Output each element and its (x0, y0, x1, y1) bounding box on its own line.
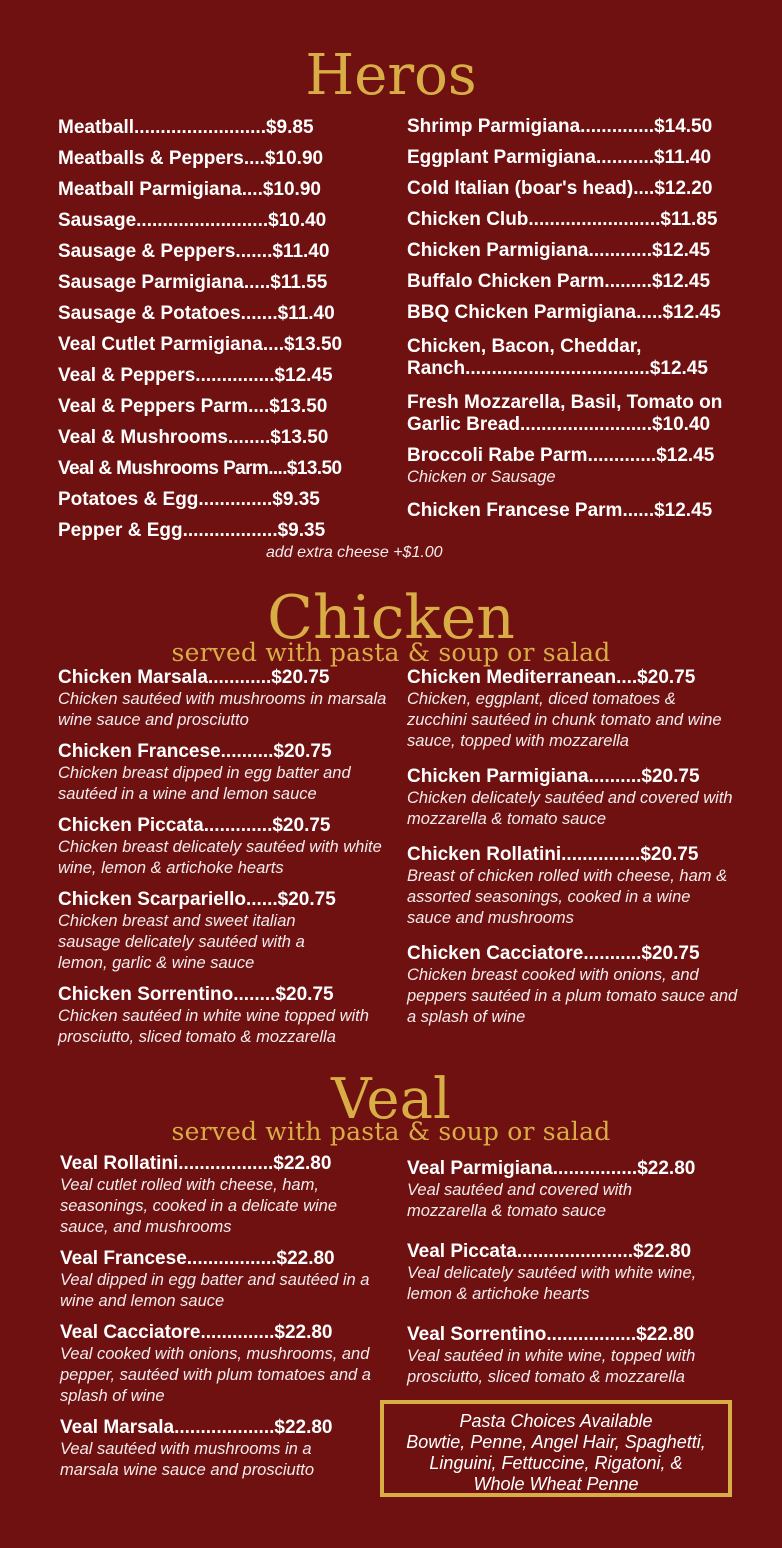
menu-item (407, 1158, 742, 1222)
heros-title: Heros (305, 43, 477, 108)
menu-item-description: Chicken sautéed with mushrooms in marsala wine sauce and prosciutto (58, 690, 387, 729)
menu-item-name: Veal Cacciatore..............$22.80 (60, 1322, 333, 1343)
menu-item: Chicken Francese Parm......$12.45 (407, 500, 713, 521)
menu-item-description: Chicken, eggplant, diced tomatoes & zucchini sautéed in chunk tomato and wine sauce, topped with mozzarella (407, 690, 722, 750)
menu-item-name-cont: Ranch...................................$12.45 (407, 358, 708, 379)
menu-item-description: Chicken sautéed in white wine topped with prosciutto, sliced tomato & mozzarella (58, 1007, 369, 1046)
menu-item: BBQ Chicken Parmigiana.....$12.45 (407, 302, 721, 323)
menu-item (58, 741, 393, 805)
menu-item-description: Chicken breast dipped in egg batter and sautéed in a wine and lemon sauce (58, 764, 351, 803)
veal-title: Veal (331, 1067, 451, 1132)
menu-item-description: Veal sautéed and covered with mozzarella & tomato sauce (407, 1181, 633, 1220)
menu-item-name-cont: Garlic Bread.........................$10.40 (407, 414, 711, 435)
menu-item (407, 943, 742, 1028)
menu-item-name: Chicken, Bacon, Cheddar, (407, 336, 642, 357)
menu-item-description: Veal delicately sautéed with white wine, lemon & artichoke hearts (407, 1264, 697, 1303)
veal-right-column (407, 1158, 742, 1398)
pasta-box-line: Whole Wheat Penne (473, 1474, 639, 1494)
menu-item (58, 815, 393, 879)
menu-item: Sausage & Potatoes.......$11.40 (58, 303, 335, 324)
menu-item (407, 766, 742, 830)
menu-item-description: Veal sautéed in white wine, topped with prosciutto, sliced tomato & mozzarella (407, 1347, 696, 1386)
menu-item: Shrimp Parmigiana..............$14.50 (407, 116, 713, 137)
chicken-right-column (407, 667, 742, 1038)
menu-item: Sausage.........................$10.40 (58, 210, 327, 231)
menu-item (58, 667, 393, 731)
menu-item-name: Chicken Parmigiana..........$20.75 (407, 766, 700, 787)
veal-subtitle: served with pasta & soup or salad (171, 1117, 611, 1146)
menu-item-description: Chicken breast and sweet italian sausage delicately sautéed with a lemon, garlic & wine sauce (58, 912, 305, 972)
menu-item-name: Chicken Francese..........$20.75 (58, 741, 332, 762)
menu-item-name: Chicken Marsala............$20.75 (58, 667, 330, 688)
menu-item: Meatball.........................$9.85 (58, 117, 314, 138)
menu-item (60, 1248, 378, 1312)
menu-item: Veal & Peppers...............$12.45 (58, 365, 333, 386)
pasta-box-line: Bowtie, Penne, Angel Hair, Spaghetti, (406, 1432, 706, 1452)
heros-right-column (407, 116, 767, 531)
menu-item-name: Chicken Cacciatore...........$20.75 (407, 943, 700, 964)
pasta-box-heading: Pasta Choices Available (459, 1411, 653, 1431)
menu-item: Meatball Parmigiana....$10.90 (58, 179, 321, 200)
chicken-left-column (58, 667, 393, 1058)
menu-item (60, 1417, 378, 1481)
menu-item-name: Chicken Scarpariello......$20.75 (58, 889, 336, 910)
menu-item-name: Veal Sorrentino.................$22.80 (407, 1324, 695, 1345)
menu-item-name: Veal Rollatini..................$22.80 (60, 1153, 332, 1174)
menu-item (58, 984, 393, 1048)
menu-item: Veal Cutlet Parmigiana....$13.50 (58, 334, 343, 355)
menu-item: Eggplant Parmigiana...........$11.40 (407, 147, 712, 168)
pasta-choices-box (380, 1400, 732, 1497)
menu-item: Potatoes & Egg..............$9.35 (58, 489, 320, 510)
menu-item-name: Veal Parmigiana................$22.80 (407, 1158, 696, 1179)
menu-item (60, 1153, 378, 1238)
menu-item: Meatballs & Peppers....$10.90 (58, 148, 324, 169)
menu-item (58, 889, 393, 974)
menu-item-description: Chicken or Sausage (407, 468, 556, 486)
menu-item-description: Chicken breast delicately sautéed with white wine, lemon & artichoke hearts (58, 838, 382, 877)
menu-item: Veal & Peppers Parm....$13.50 (58, 396, 328, 417)
menu-item (407, 336, 767, 380)
menu-item (60, 1322, 378, 1407)
menu-item-name: Chicken Mediterranean....$20.75 (407, 667, 696, 688)
chicken-title: Chicken (267, 583, 515, 653)
menu-item-name: Chicken Piccata.............$20.75 (58, 815, 331, 836)
menu-item (407, 1324, 742, 1388)
menu-item-description: Chicken delicately sautéed and covered with mozzarella & tomato sauce (407, 789, 733, 828)
menu-item: Buffalo Chicken Parm.........$12.45 (407, 271, 711, 292)
menu-item: Pepper & Egg..................$9.35 (58, 520, 326, 541)
menu-item-name: Broccoli Rabe Parm.............$12.45 (407, 445, 715, 466)
menu-item (407, 667, 742, 752)
menu-item (407, 445, 767, 488)
menu-item: Chicken Club.........................$11.85 (407, 209, 718, 230)
menu-item: Sausage & Peppers.......$11.40 (58, 241, 330, 262)
menu-item-name: Veal Marsala...................$22.80 (60, 1417, 333, 1438)
veal-left-column (60, 1153, 378, 1491)
menu-item: Chicken Parmigiana............$12.45 (407, 240, 711, 261)
extra-cheese-note: add extra cheese +$1.00 (266, 544, 443, 561)
menu-item-description: Veal cooked with onions, mushrooms, and pepper, sautéed with plum tomatoes and a splash of wine (60, 1345, 371, 1405)
heros-left-column (58, 117, 388, 551)
menu-item-name: Chicken Rollatini...............$20.75 (407, 844, 699, 865)
menu-item-description: Veal sautéed with mushrooms in a marsala wine sauce and prosciutto (60, 1440, 315, 1479)
menu-item-description: Breast of chicken rolled with cheese, ham & assorted seasonings, cooked in a wine sauce and mushrooms (407, 867, 728, 927)
menu-item-name: Chicken Sorrentino........$20.75 (58, 984, 334, 1005)
menu-item (407, 844, 742, 929)
menu-item (407, 1241, 742, 1305)
menu-item-description: Veal dipped in egg batter and sautéed in a wine and lemon sauce (60, 1271, 370, 1310)
pasta-box-line: Linguini, Fettuccine, Rigatoni, & (429, 1453, 683, 1473)
chicken-subtitle: served with pasta & soup or salad (171, 638, 611, 667)
menu-item-name: Veal Piccata......................$22.80 (407, 1241, 692, 1262)
menu-item-name: Veal Francese.................$22.80 (60, 1248, 335, 1269)
menu-item: Veal & Mushrooms Parm....$13.50 (58, 458, 342, 479)
menu-item: Veal & Mushrooms........$13.50 (58, 427, 329, 448)
menu-item: Sausage Parmigiana.....$11.55 (58, 272, 328, 293)
menu-item-name: Fresh Mozzarella, Basil, Tomato on (407, 392, 723, 413)
menu-item: Cold Italian (boar's head)....$12.20 (407, 178, 713, 199)
menu-item-description: Veal cutlet rolled with cheese, ham, seasonings, cooked in a delicate wine sauce, and mushrooms (60, 1176, 338, 1236)
menu-item-description: Chicken breast cooked with onions, and peppers sautéed in a plum tomato sauce and a splash of wine (407, 966, 738, 1026)
menu-item (407, 392, 767, 436)
